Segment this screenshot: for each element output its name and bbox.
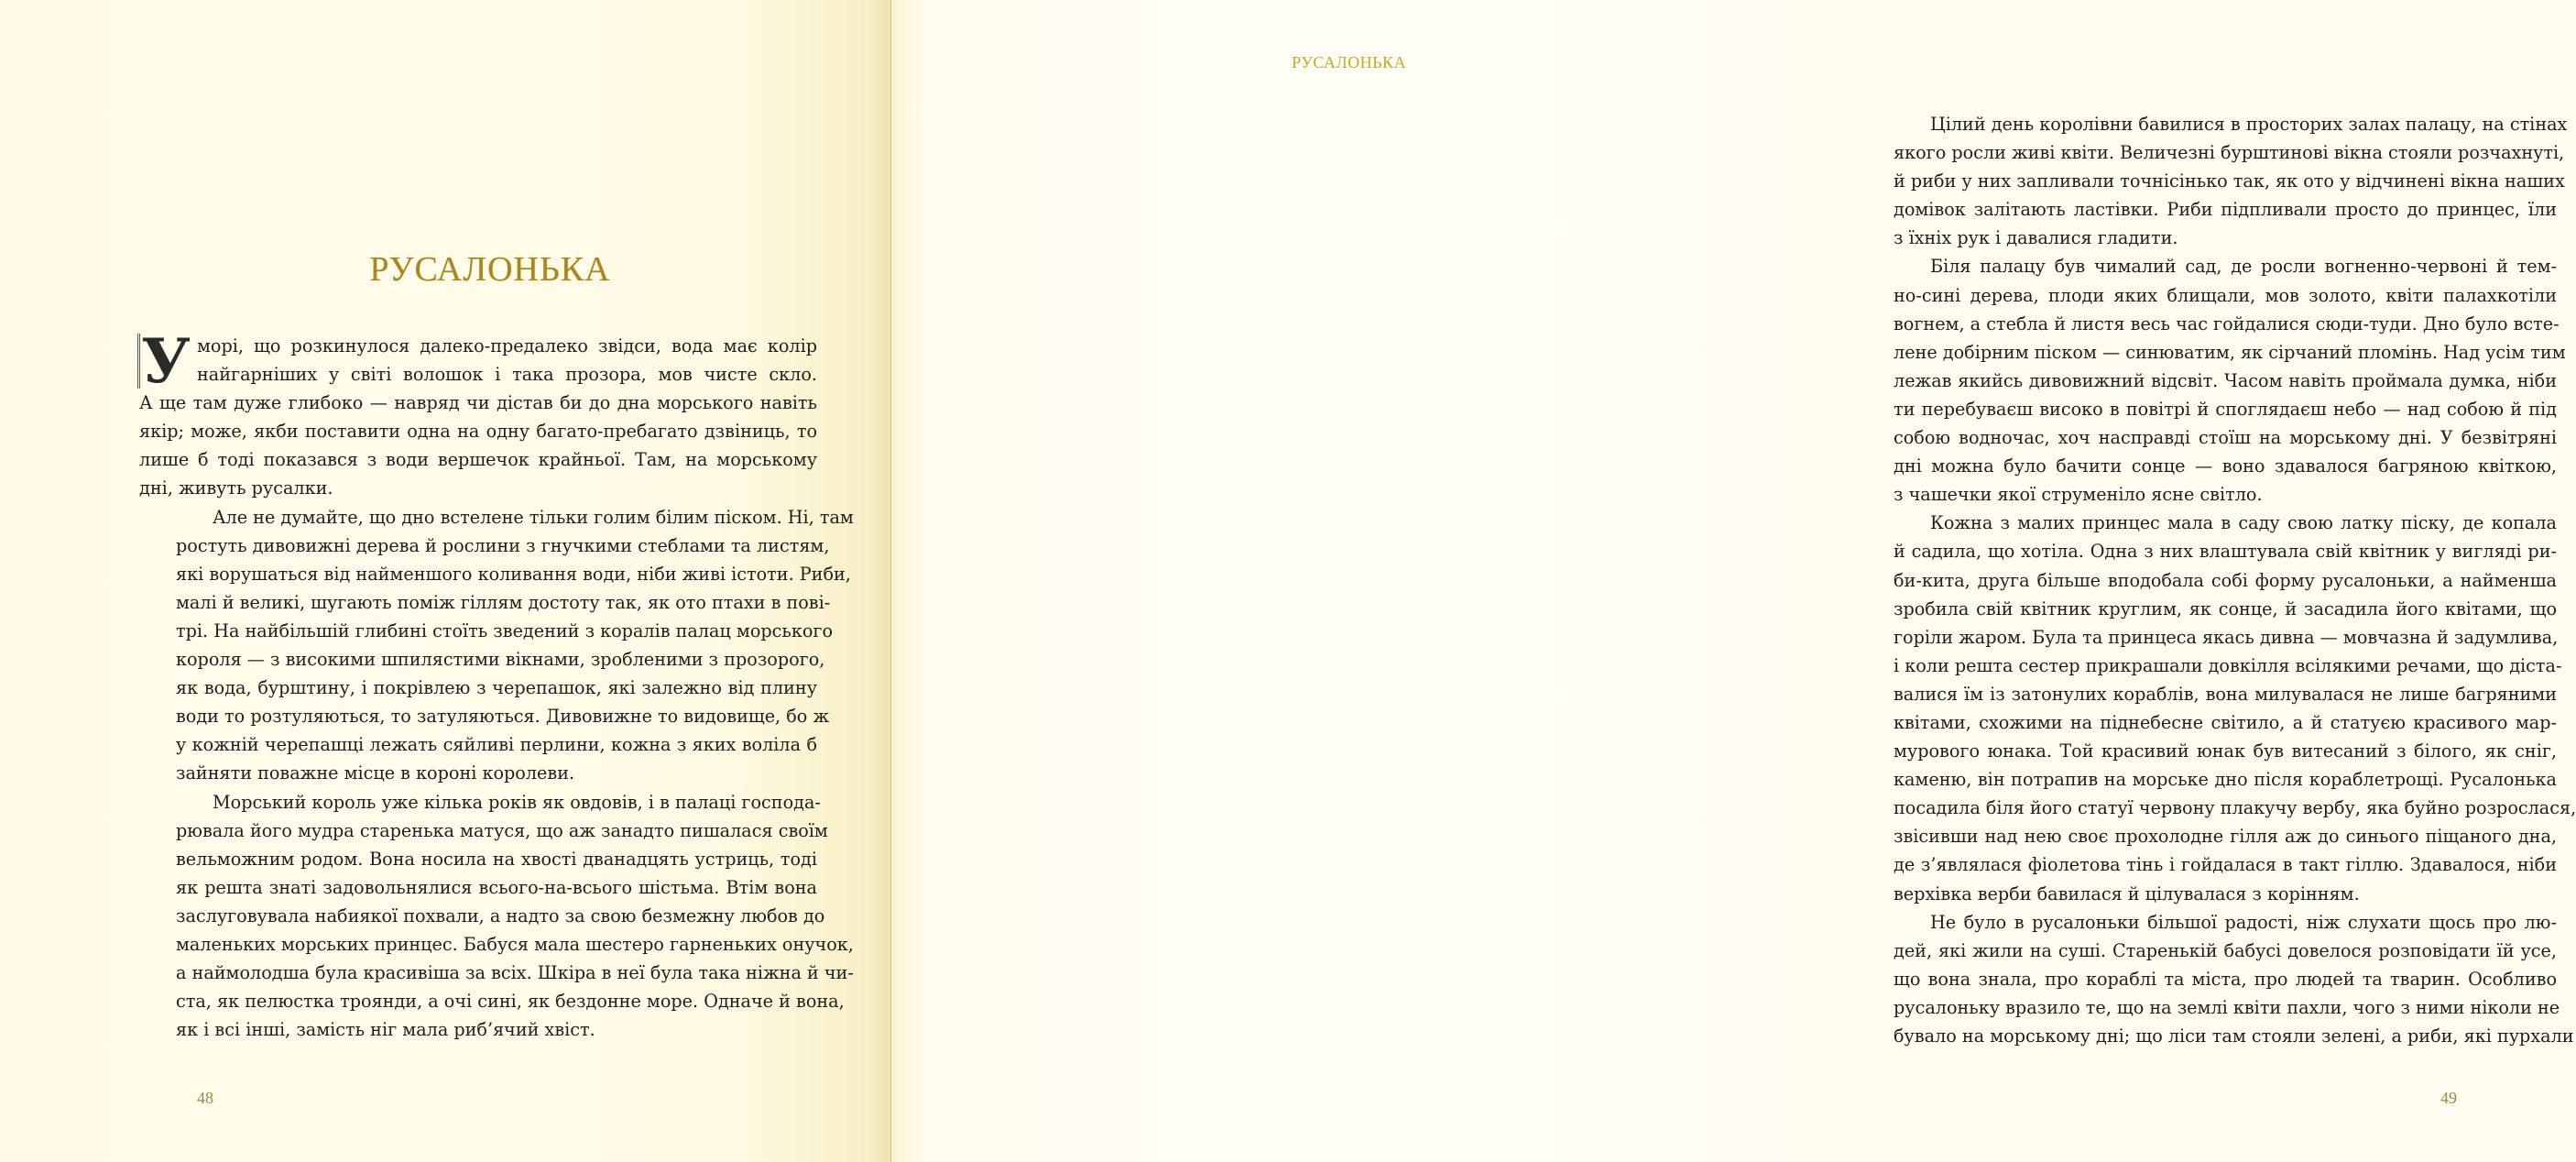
text-line: би-кита, друга більше вподобала собі форму русалоньки, а найменша	[1894, 569, 2557, 591]
text-line: морі, що розкинулося далеко-предалеко звідси, вода має колір	[197, 335, 817, 356]
text-line: заслуговувала набиякої похвали, а надто за свою безмежну любов до	[176, 904, 825, 926]
text-line: як решта знаті задовольнялися всього-на-всього шістьма. Втім вона	[176, 876, 817, 898]
text-line: горіли жаром. Була та принцеса якась дивна — мовчазна й задумлива,	[1894, 626, 2559, 648]
paragraph	[1857, 509, 2576, 907]
right-page	[891, 0, 2576, 1162]
running-head: РУСАЛОНЬКА	[1292, 53, 1406, 71]
text-line: зайняти поважне місце в короні королеви.	[176, 762, 575, 784]
text-line: й риби у них запливали точнісінько так, як ото у відчинені вікна наших	[1894, 170, 2565, 192]
text-line: малі й великі, шугають поміж гіллям достоту так, як ото птахи в пові-	[176, 591, 831, 613]
text-line: валися їм із затонулих кораблів, вона милувалася не лише багряними	[1894, 683, 2557, 705]
text-line: квітами, схожими на піднебесне світило, а й статуєю красивого мар-	[1894, 711, 2557, 733]
paragraph	[139, 788, 854, 1045]
left-page	[0, 0, 891, 1162]
text-line: як і всі інші, замість ніг мала риб’ячий хвіст.	[176, 1019, 595, 1041]
text-line: дей, які жили на суші. Старенькій бабусі довелося розповідати їй усе,	[1894, 939, 2557, 961]
text-line: верхівка верби бавилася й цілувалася з корінням.	[1894, 882, 2360, 904]
text-line: русалоньку вразило те, що на землі квіти пахли, чого з ними ніколи не	[1894, 996, 2560, 1018]
text-line: й садила, що хотіла. Одна з них влаштувала свій квітник у вигляді ри-	[1894, 541, 2557, 563]
text-line: трі. На найбільшій глибині стоїть зведений з коралів палац морського	[176, 619, 834, 641]
page-number-right: 49	[2440, 1089, 2457, 1107]
text-line: дні, живуть русалки.	[139, 477, 333, 499]
paragraph	[1857, 252, 2566, 509]
text-line: лише б тоді показався з води вершечок крайньої. Там, на морському	[139, 449, 817, 471]
text-line: маленьких морських принцес. Бабуся мала шестеро гарненьких онучок,	[176, 933, 854, 955]
text-line: мурового юнака. Той красивий юнак був витесаний з білого, як сніг,	[1894, 740, 2557, 762]
text-line: ростуть дивовижні дерева й рослини з гнучкими стеблами та листям,	[176, 534, 830, 556]
page-number-left: 48	[197, 1089, 213, 1107]
text-line: А ще там дуже глибоко — навряд чи дістав би до дна морського навіть	[139, 392, 817, 414]
text-line: домівок залітають ластівки. Риби підпливали просто до принцес, їли	[1894, 199, 2557, 221]
text-line: Кожна з малих принцес мала в саду свою латку піску, де копала	[1930, 512, 2557, 534]
text-line: у кожній черепашці лежать сяйливі перлини, кожна з яких воліла б	[176, 734, 817, 756]
text-line: а наймолодша була красивіша за всіх. Шкіра в неї була така ніжна й чи-	[176, 962, 854, 984]
text-line: найгарніших у світі волошок і така прозора, мов чисте скло.	[197, 364, 817, 386]
text-line: Не було в русалоньки більшої радості, ніж слухати щось про лю-	[1930, 911, 2557, 933]
text-line: зробила свій квітник круглим, як сонце, й засадила його квітами, що	[1894, 597, 2557, 619]
text-line: Біля палацу був чималий сад, де росли вогненно-червоні й тем-	[1930, 256, 2557, 278]
dropcap-initial: У	[137, 334, 191, 389]
text-line: рювала його мудра старенька матуся, що аж занадто пишалася своїм	[176, 819, 828, 841]
text-line: Цілий день королівни бавилися в просторих залах палацу, на стінах	[1930, 114, 2568, 135]
text-line: ста, як пелюстка троянди, а очі сині, як бездонне море. Одначе й вона,	[176, 991, 845, 1013]
text-line: посадила біля його статуї червону плакучу вербу, яка буйно розрослася,	[1894, 797, 2576, 819]
text-line: як вода, бурштину, і покрівлею з черепашок, які залежно від плину	[176, 677, 817, 699]
text-line: якого росли живі квіти. Величезні бурштинові вікна стояли розчахнуті,	[1894, 142, 2565, 164]
paragraph	[1857, 110, 2568, 252]
text-line: води то розтуляються, то затуляються. Дивовижне то видовище, бо ж	[176, 706, 830, 728]
text-line: ти перебуваєш високо в повітрі й споглядаєш небо — над собою й під	[1894, 398, 2557, 420]
text-line: каменю, він потрапив на морське дно після кораблетрощі. Русалонька	[1894, 769, 2557, 791]
text-line: лежав якийсь дивовижний відсвіт. Часом навіть проймала думка, ніби	[1894, 369, 2557, 391]
text-line: що вона знала, про кораблі та міста, про людей та тварин. Особливо	[1894, 968, 2557, 990]
text-line: Але не думайте, що дно встелене тільки голим білим піском. Ні, там	[213, 506, 854, 528]
chapter-title: РУСАЛОНЬКА	[369, 250, 611, 289]
paragraph	[139, 503, 854, 788]
text-line: но-сині дерева, плоди яких блищали, мов золото, квіти палахкотіли	[1894, 284, 2557, 306]
text-line: Морський король уже кілька років як овдовів, і в палаці господа-	[213, 791, 821, 813]
left-page-text	[139, 325, 854, 1044]
text-line: з їхніх рук і давалися гладити.	[1894, 227, 2178, 249]
text-line: собою водночас, хоч насправді стоїш на морському дні. У безвітряні	[1894, 427, 2557, 449]
text-line: і коли решта сестер прикрашали довкілля всілякими речами, що діста-	[1894, 654, 2562, 676]
text-line: короля — з високими шпилястими вікнами, зробленими з прозорого,	[176, 649, 825, 671]
text-line: з чашечки якої струменіло ясне світло.	[1894, 484, 2263, 506]
text-line: які ворушаться від найменшого коливання води, ніби живі істоти. Риби,	[176, 563, 851, 585]
text-line: бувало на морському дні; що ліси там стояли зелені, а риби, які пурхали	[1894, 1025, 2574, 1047]
text-line: звісивши над нею своє прохолодне гілля аж до синього піщаного дна,	[1894, 826, 2557, 848]
paragraph	[139, 325, 817, 503]
text-line: якір; може, якби поставити одна на одну багато-пребагато дзвіниць, то	[139, 421, 817, 443]
text-line: вельможним родом. Вона носила на хвості дванадцять устриць, тоді	[176, 848, 817, 870]
text-line: дні можна було бачити сонце — воно здавалося багряною квіткою,	[1894, 455, 2557, 477]
text-line: вогнем, а стебла й листя весь час гойдалися сюди-туди. Дно було всте-	[1894, 312, 2560, 334]
right-page-text	[1857, 110, 2576, 1050]
text-line: де з’являлася фіолетова тінь і гойдалася в такт гіллю. Здавалося, ніби	[1894, 854, 2557, 876]
paragraph	[1857, 908, 2574, 1050]
text-line: лене добірним піском — синюватим, як сірчаний пломінь. Над усім тим	[1894, 341, 2566, 363]
